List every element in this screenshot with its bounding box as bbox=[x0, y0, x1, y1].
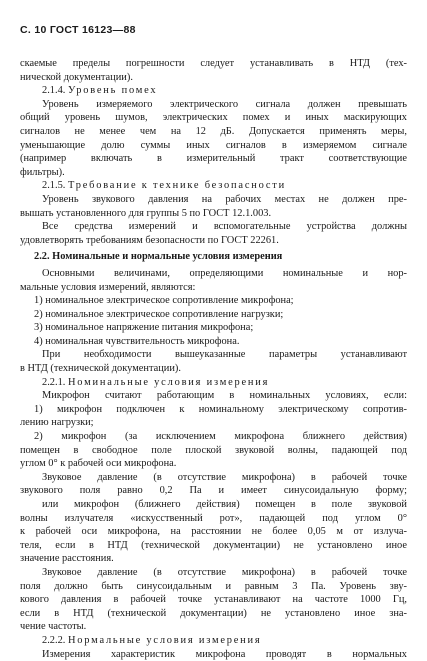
text-line: помещен в свободное поле плоской звуковой волны, падающей под bbox=[20, 444, 407, 456]
section-heading: 2.2. Номинальные и нормальные условия измерения bbox=[34, 251, 283, 263]
text-line: углом 0° к рабочей оси микрофона. bbox=[20, 458, 177, 470]
text-line: лению нагрузки; bbox=[20, 417, 94, 429]
list-item: 3) номинальное напряжение питания микрофона; bbox=[34, 322, 254, 334]
text-line: мальные условия измерений, являются: bbox=[20, 281, 196, 293]
text-line: общий уровень шумов, электрических помех и иных маскирующих bbox=[20, 112, 407, 124]
text-line: скаемые пределы погрешности следует устанавливать в НТД (тех- bbox=[20, 58, 407, 69]
text-line: (например включать в измерительный тракт соответствующие bbox=[20, 153, 407, 165]
text-line: Уровень звукового давления на рабочих местах не должен пре- bbox=[42, 193, 407, 205]
list-item: 1) номинальное электрическое сопротивление микрофона; bbox=[34, 295, 294, 307]
list-item: 4) номинальная чувствительность микрофона. bbox=[34, 335, 240, 347]
text-line: удовлетворять требованиям безопасности по ГОСТ 22261. bbox=[20, 234, 279, 246]
text-line: значение расстояния. bbox=[20, 553, 114, 565]
list-item: 2) номинальное электрическое сопротивление нагрузки; bbox=[34, 308, 284, 320]
section-number: 2.2.1. bbox=[42, 376, 66, 388]
text-line: вышать установленного для группы 5 по ГОСТ 12.1.003. bbox=[20, 207, 272, 219]
text-line: Звуковое давление (в отсутствие микрофона) в рабочей точке bbox=[42, 566, 407, 578]
text-line: Основными величинами, определяющими номинальные и нор- bbox=[42, 267, 407, 279]
section-title: Уровень помех bbox=[68, 85, 158, 97]
text-line: волны излучателя «искусственный рот», падающей под углом 0° bbox=[20, 512, 407, 524]
text-line: нической документации). bbox=[20, 71, 133, 83]
text-line: в НТД (технической документации). bbox=[20, 363, 181, 375]
section-heading bbox=[20, 634, 407, 648]
text-line: звукового поля равно 0,2 Па и имеет синусоидальную форму; bbox=[20, 485, 407, 497]
text-line: уменьшающие долю суммы иных сигналов в измеряемом сигнале bbox=[20, 139, 407, 151]
text-line: Звуковое давление (в отсутствие микрофона) в рабочей точке bbox=[42, 471, 407, 483]
text-line: При необходимости вышеуказанные параметры устанавливают bbox=[42, 349, 407, 361]
page-header: С. 10 ГОСТ 16123—88 bbox=[20, 24, 136, 36]
text-line: к рабочей оси микрофона, на расстоянии не более 0,05 м от излуча- bbox=[20, 526, 407, 538]
list-item: 1) микрофон подключен к номинальному электрическому сопротив- bbox=[34, 403, 407, 415]
text-line: фильтры). bbox=[20, 166, 65, 178]
section-title: Номинальные условия измерения bbox=[68, 376, 270, 388]
section-number: 2.1.4. bbox=[42, 85, 66, 97]
text-line: чение частоты. bbox=[20, 621, 87, 633]
text-line: сигналов не менее чем на 12 дБ. Допускается применять меры, bbox=[20, 125, 407, 137]
text-line: Измерения характеристик микрофона проводят в нормальных bbox=[42, 648, 407, 660]
section-number: 2.2.2. bbox=[42, 634, 66, 646]
section-heading bbox=[20, 84, 407, 98]
text-line: Все средства измерений и вспомогательные устройства должны bbox=[42, 221, 407, 233]
list-item: 2) микрофон (за исключением микрофона ближнего действия) bbox=[34, 431, 407, 443]
section-number: 2.1.5. bbox=[42, 180, 66, 192]
text-line: кового давления в рабочей точке устанавливают на частоте 1000 Гц, bbox=[20, 594, 407, 606]
section-heading bbox=[20, 376, 407, 390]
section-title: Нормальные условия измерения bbox=[68, 634, 262, 646]
text-line: или микрофон (ближнего действия) помещен в поле звуковой bbox=[42, 499, 407, 510]
text-line: поля должно быть синусоидальным и равным 3 Па. Уровень зву- bbox=[20, 580, 407, 592]
text-line: теля, если в НТД (технической документации) не установлено иное bbox=[20, 539, 407, 551]
text-line: Микрофон считают работающим в номинальных условиях, если: bbox=[42, 390, 407, 402]
document-body bbox=[20, 57, 407, 661]
text-line: Уровень измеряемого электрического сигнала должен превышать bbox=[42, 98, 407, 110]
section-heading bbox=[20, 179, 407, 193]
section-title: Требование к технике безопасности bbox=[68, 180, 286, 192]
text-line: если в НТД (технической документации) не установлено иное зна- bbox=[20, 607, 407, 619]
